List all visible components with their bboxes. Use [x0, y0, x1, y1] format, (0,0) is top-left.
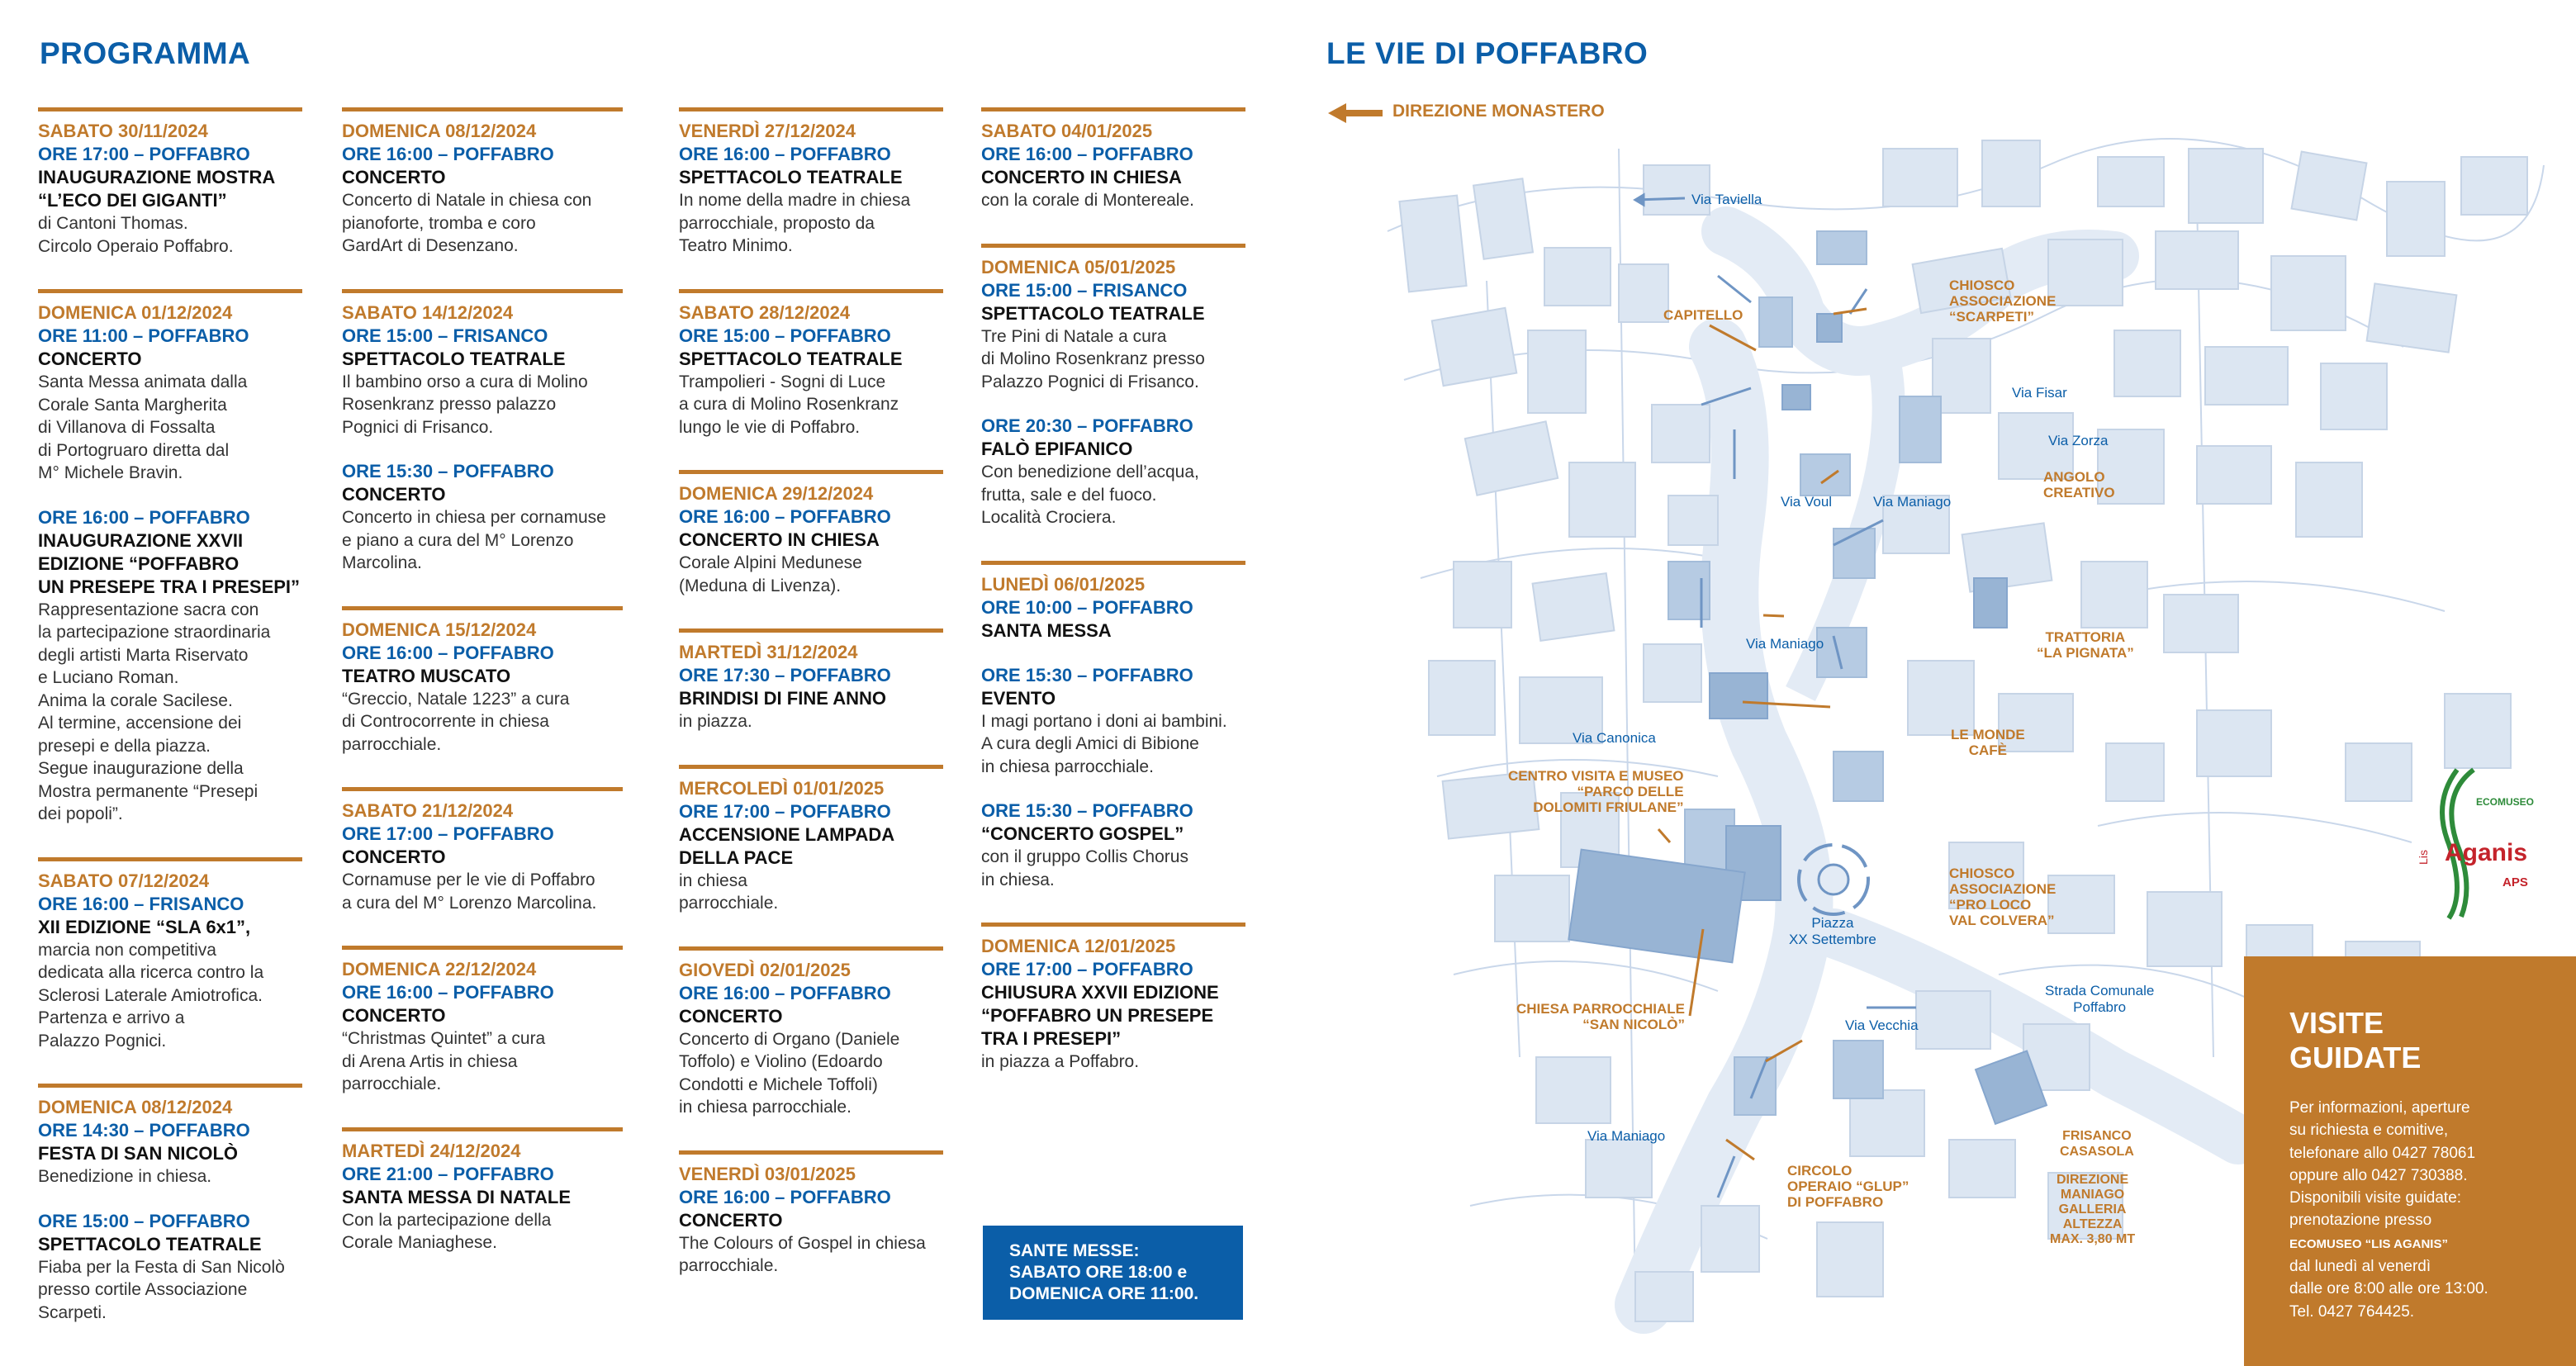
street-maniago-3: Via Maniago	[1587, 1128, 1666, 1144]
event-title: INAUGURAZIONE XXVII EDIZIONE “POFFABRO UN PRESEPE TRA I PRESEPI”	[38, 529, 301, 597]
guided-visits-org: ECOMUSEO “LIS AGANIS”	[2289, 1236, 2448, 1251]
event-description: Concerto di Organo (Daniele Toffolo) e Violino (Edoardo Condotti e Michele Toffoli) in chiesa parrocchiale.	[679, 1029, 900, 1117]
place-centro-visita: CENTRO VISITA E MUSEO “PARCO DELLE DOLOMITI FRIULANE”	[1508, 768, 1684, 815]
event-block	[981, 107, 1245, 212]
event-title: ACCENSIONE LAMPADA DELLA PACE	[679, 823, 895, 868]
event-date: MARTEDÌ 24/12/2024	[342, 1140, 521, 1161]
place-chiosco-proloco: CHIOSCO ASSOCIAZIONE “PRO LOCO VAL COLVERA”	[1949, 866, 2057, 928]
event-description: “Greccio, Natale 1223” a cura di Controcorrente in chiesa parrocchiale.	[342, 689, 570, 754]
event-block	[38, 857, 302, 1053]
event-description: Corale Alpini Medunese (Meduna di Livenza).	[679, 553, 862, 595]
event-time: ORE 16:00 – POFFABRO	[679, 144, 891, 164]
event-title: CONCERTO	[679, 1209, 783, 1231]
event-time: ORE 14:30 – POFFABRO	[38, 1120, 250, 1141]
event-time: ORE 16:00 – POFFABRO	[342, 144, 554, 164]
event-date: MERCOLEDÌ 01/01/2025	[679, 777, 885, 799]
event-sub-block	[342, 460, 623, 575]
event-description: Fiaba per la Festa di San Nicolò presso cortile Associazione Scarpeti.	[38, 1257, 285, 1322]
street-voul: Via Voul	[1781, 494, 1833, 510]
event-date: VENERDÌ 03/01/2025	[679, 1163, 856, 1184]
logo-lis-text: Lis	[2416, 850, 2430, 865]
event-description: marcia non competitiva dedicata alla ricerca contro la Sclerosi Laterale Amiotrofica. Partenza e arrivo a Palazzo Pognici.	[38, 940, 264, 1051]
event-date: DOMENICA 08/12/2024	[342, 121, 537, 141]
street-canonica: Via Canonica	[1573, 730, 1656, 746]
event-description: Santa Messa animata dalla Corale Santa Margherita di Villanova di Fossalta di Portogruaro diretta dal M° Michele Bravin.	[38, 372, 248, 482]
event-time: ORE 17:00 – POFFABRO	[342, 823, 554, 844]
event-date: SABATO 14/12/2024	[342, 301, 514, 323]
event-description: Benedizione in chiesa.	[38, 1167, 212, 1186]
event-description: Tre Pini di Natale a cura di Molino Rosenkranz presso Palazzo Pognici di Frisanco.	[981, 326, 1205, 391]
event-block	[342, 787, 623, 914]
event-description: Cornamuse per le vie di Poffabro a cura del M° Lorenzo Marcolina.	[342, 870, 597, 913]
event-description: Concerto in chiesa per cornamuse e piano a cura del M° Lorenzo Marcolina.	[342, 508, 606, 572]
event-time: ORE 16:00 – POFFABRO	[679, 1186, 891, 1207]
program-column-1	[38, 107, 302, 1355]
event-date: SABATO 30/11/2024	[38, 121, 208, 141]
event-block	[679, 628, 943, 733]
event-title: SPETTACOLO TEATRALE	[38, 1233, 262, 1255]
place-angolo-creativo: ANGOLO CREATIVO	[2043, 469, 2115, 500]
event-date: DOMENICA 01/12/2024	[38, 302, 233, 323]
event-time: ORE 17:30 – POFFABRO	[679, 665, 891, 685]
event-date: DOMENICA 22/12/2024	[342, 959, 537, 979]
event-block	[981, 561, 1245, 892]
event-block	[38, 289, 302, 826]
logo-ecomuseo-text: ECOMUSEO	[2476, 796, 2535, 808]
event-title: SANTA MESSA	[981, 619, 1112, 641]
event-description: con la corale di Montereale.	[981, 191, 1194, 210]
event-time: ORE 10:00 – POFFABRO	[981, 596, 1193, 618]
place-direzione-maniago: DIREZIONE MANIAGO GALLERIA ALTEZZA MAX. 3,80 MT	[2050, 1173, 2136, 1246]
event-description: I magi portano i doni ai bambini. A cura degli Amici di Bibione in chiesa parrocchiale.	[981, 711, 1227, 776]
event-title: CONCERTO	[342, 167, 446, 187]
event-time: ORE 21:00 – POFFABRO	[342, 1163, 554, 1184]
event-title: SPETTACOLO TEATRALE	[981, 302, 1205, 324]
event-time: ORE 15:30 – POFFABRO	[342, 461, 554, 481]
event-title: BRINDISI DI FINE ANNO	[679, 688, 886, 709]
event-time: ORE 16:00 – POFFABRO	[342, 982, 554, 1003]
event-block	[679, 946, 943, 1119]
event-block	[679, 1150, 943, 1278]
event-time: ORE 11:00 – POFFABRO	[38, 325, 249, 346]
street-taviella: Via Taviella	[1691, 192, 1762, 207]
event-time: ORE 15:00 – POFFABRO	[679, 325, 891, 346]
event-description: di Cantoni Thomas. Circolo Operaio Poffabro.	[38, 214, 234, 256]
event-block	[38, 1084, 302, 1324]
event-title: CONCERTO IN CHIESA	[981, 167, 1182, 187]
event-date: DOMENICA 05/01/2025	[981, 256, 1176, 277]
street-zorza: Via Zorza	[2048, 433, 2109, 448]
place-capitello: CAPITELLO	[1663, 307, 1743, 323]
piazza-label: Piazza XX Settembre	[1789, 915, 1876, 947]
event-block	[679, 470, 943, 597]
place-chiosco-scarpeti: CHIOSCO ASSOCIAZIONE “SCARPETI”	[1949, 277, 2057, 325]
program-column-4	[981, 107, 1245, 1105]
event-sub-block	[38, 506, 302, 826]
event-block	[38, 107, 302, 258]
logo-aps-text: APS	[2502, 875, 2528, 889]
event-time: ORE 20:30 – POFFABRO	[981, 415, 1193, 436]
event-title: CHIUSURA XXVII EDIZIONE “POFFABRO UN PRESEPE TRA I PRESEPI”	[981, 982, 1219, 1049]
event-description: in piazza.	[679, 712, 752, 731]
event-description: The Colours of Gospel in chiesa parrocchiale.	[679, 1233, 926, 1275]
event-date: MARTEDÌ 31/12/2024	[679, 642, 858, 662]
event-time: ORE 16:00 – POFFABRO	[38, 506, 250, 528]
event-sub-block	[981, 664, 1245, 779]
event-title: CONCERTO	[342, 1005, 446, 1026]
event-date: SABATO 21/12/2024	[342, 800, 514, 821]
event-title: TEATRO MUSCATO	[342, 665, 511, 686]
program-heading: PROGRAMMA	[40, 36, 251, 70]
event-block	[981, 244, 1245, 529]
event-description: Con benedizione dell’acqua, frutta, sale e del fuoco. Località Crociera.	[981, 462, 1199, 527]
event-description: Trampolieri - Sogni di Luce a cura di Molino Rosenkranz lungo le vie di Poffabro.	[679, 372, 899, 437]
event-date: GIOVEDÌ 02/01/2025	[679, 959, 851, 980]
guided-visits-info: Per informazioni, aperture su richiesta e comitive, telefonare allo 0427 78061 oppure allo 0427 730388. Disponibili visite guidate: prenotazione presso ECOMUSEO “LIS AGANIS” dal lunedì al venerdì dalle ore 8:00 alle ore 13:00. Tel. 0427 764425.	[2289, 1099, 2488, 1321]
masses-box: SANTE MESSE: SABATO ORE 18:00 e DOMENICA ORE 11:00.	[983, 1226, 1243, 1320]
event-time: ORE 15:00 – FRISANCO	[981, 279, 1188, 301]
event-time: ORE 17:00 – POFFABRO	[38, 144, 250, 164]
event-time: ORE 15:30 – POFFABRO	[981, 800, 1193, 821]
event-title: SPETTACOLO TEATRALE	[342, 348, 566, 369]
event-date: VENERDÌ 27/12/2024	[679, 121, 856, 141]
event-title: CONCERTO	[38, 349, 142, 369]
event-date: DOMENICA 08/12/2024	[38, 1097, 233, 1117]
event-date: DOMENICA 29/12/2024	[679, 483, 874, 504]
event-time: ORE 15:00 – POFFABRO	[38, 1210, 250, 1231]
guided-visits-title: VISITE GUIDATE	[2289, 1006, 2422, 1074]
event-description: con il gruppo Collis Chorus in chiesa.	[981, 847, 1188, 889]
event-description: “Christmas Quintet” a cura di Arena Artis in chiesa parrocchiale.	[342, 1029, 546, 1093]
event-description: Rappresentazione sacra con la partecipazione straordinaria degli artisti Marta Riservato e Luciano Roman. Anima la corale Sacilese. Al termine, accensione dei presepi e della piazza. Segue inaugurazione della Mostra permanente “Presepi dei popoli”.	[38, 600, 271, 823]
place-frisanco: FRISANCO CASASOLA	[2060, 1129, 2134, 1159]
event-sub-block	[981, 415, 1245, 529]
event-title: SPETTACOLO TEATRALE	[679, 348, 903, 369]
event-time: ORE 16:00 – POFFABRO	[679, 506, 891, 527]
street-maniago-1: Via Maniago	[1873, 494, 1952, 510]
event-block	[342, 1127, 623, 1255]
event-description: in piazza a Poffabro.	[981, 1052, 1140, 1071]
event-title: EVENTO	[981, 687, 1056, 709]
event-time: ORE 16:00 – POFFABRO	[679, 982, 891, 1003]
event-date: SABATO 07/12/2024	[38, 870, 210, 891]
event-date: SABATO 04/01/2025	[981, 121, 1153, 141]
place-chiesa: CHIESA PARROCCHIALE “SAN NICOLÒ”	[1516, 1001, 1686, 1032]
program-column-2	[342, 107, 623, 1286]
event-time: ORE 15:00 – FRISANCO	[342, 325, 548, 346]
program-column-3	[679, 107, 943, 1309]
event-block	[679, 107, 943, 258]
event-title: SANTA MESSA DI NATALE	[342, 1186, 572, 1207]
event-block	[679, 289, 943, 439]
event-time: ORE 17:00 – POFFABRO	[679, 800, 891, 822]
event-block	[342, 289, 623, 575]
event-block	[342, 107, 623, 258]
event-title: XII EDIZIONE “SLA 6x1”,	[38, 916, 251, 937]
event-block	[342, 606, 623, 757]
event-title: CONCERTO IN CHIESA	[679, 529, 880, 550]
event-title: INAUGURAZIONE MOSTRA “L’ECO DEI GIGANTI”	[38, 167, 276, 211]
event-title: CONCERTO	[679, 1005, 783, 1027]
direction-monastery: DIREZIONE MONASTERO	[1392, 102, 1605, 121]
event-date: DOMENICA 12/01/2025	[981, 936, 1176, 956]
event-title: FALÒ EPIFANICO	[981, 439, 1133, 459]
event-time: ORE 16:00 – POFFABRO	[981, 144, 1193, 164]
guided-visits-box	[2244, 956, 2576, 1366]
event-block	[679, 765, 943, 915]
event-title: SPETTACOLO TEATRALE	[679, 167, 903, 187]
event-time: ORE 16:00 – POFFABRO	[342, 642, 554, 663]
event-title: CONCERTO	[342, 484, 446, 505]
event-title: FESTA DI SAN NICOLÒ	[38, 1143, 238, 1164]
event-date: LUNEDÌ 06/01/2025	[981, 573, 1146, 595]
event-sub-block	[38, 1210, 302, 1325]
map-heading: LE VIE DI POFFABRO	[1326, 36, 1649, 70]
street-vecchia: Via Vecchia	[1845, 1017, 1919, 1033]
street-fisar: Via Fisar	[2012, 385, 2067, 401]
place-trattoria: TRATTORIA “LA PIGNATA”	[2037, 629, 2134, 661]
logo-aganis-text: Aganis	[2445, 839, 2528, 866]
place-le-monde-cafe: LE MONDE CAFÈ	[1951, 727, 2025, 758]
event-block	[981, 923, 1245, 1074]
event-time: ORE 17:00 – POFFABRO	[981, 959, 1193, 979]
place-circolo: CIRCOLO OPERAIO “GLUP” DI POFFABRO	[1787, 1163, 1909, 1210]
event-date: DOMENICA 15/12/2024	[342, 619, 537, 640]
event-description: Il bambino orso a cura di Molino Rosenkranz presso palazzo Pognici di Frisanco.	[342, 372, 588, 437]
event-description: In nome della madre in chiesa parrocchiale, proposto da Teatro Minimo.	[679, 191, 911, 255]
street-strada-comunale: Strada Comunale Poffabro	[2045, 983, 2155, 1015]
street-maniago-2: Via Maniago	[1746, 636, 1824, 652]
event-sub-block	[981, 799, 1245, 891]
event-time: ORE 16:00 – FRISANCO	[38, 893, 244, 914]
event-title: CONCERTO	[342, 847, 446, 867]
event-date: SABATO 28/12/2024	[679, 301, 851, 323]
event-description: Concerto di Natale in chiesa con pianoforte, tromba e coro GardArt di Desenzano.	[342, 191, 592, 255]
event-description: in chiesa parrocchiale.	[679, 870, 779, 913]
event-title: “CONCERTO GOSPEL”	[981, 823, 1184, 844]
event-description: Con la partecipazione della Corale Maniaghese.	[342, 1210, 552, 1252]
event-block	[342, 946, 623, 1096]
event-time: ORE 15:30 – POFFABRO	[981, 664, 1193, 685]
